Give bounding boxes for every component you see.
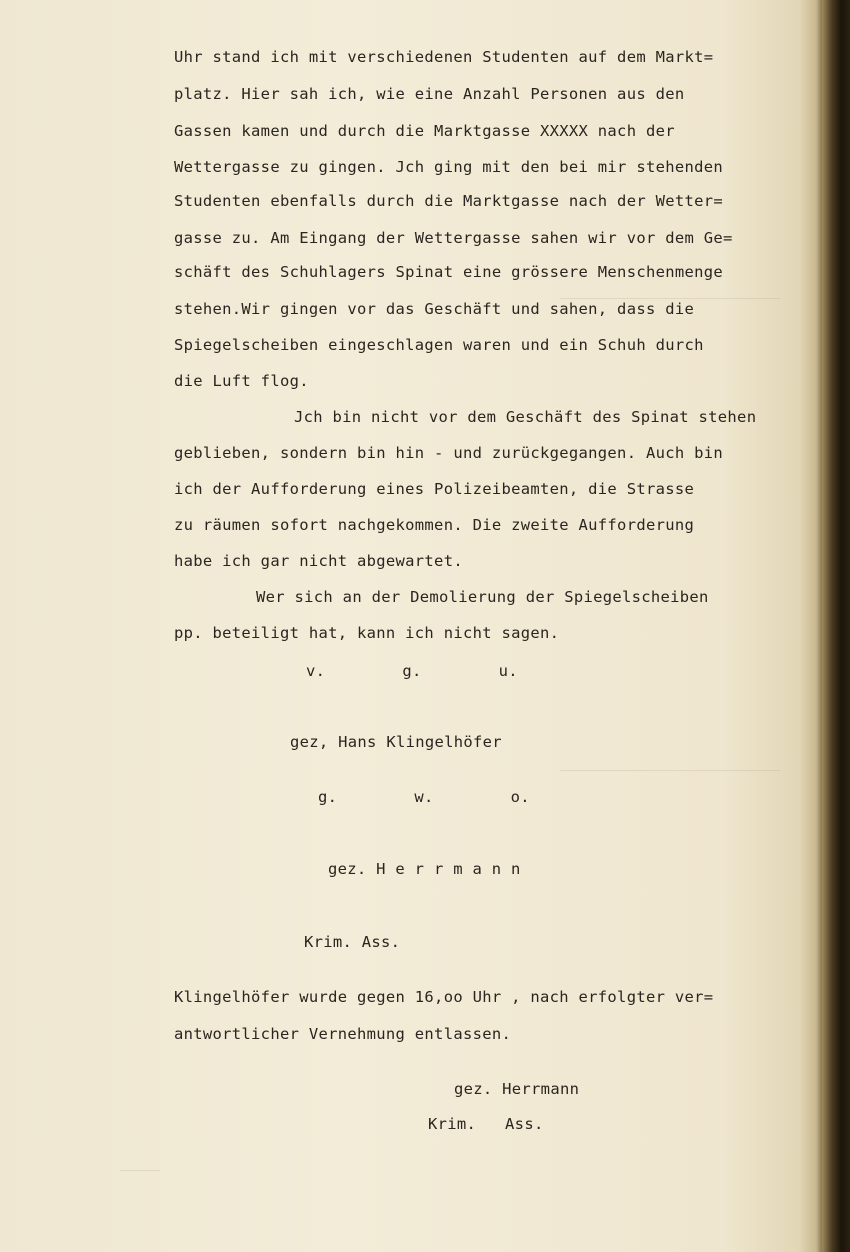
text-line: schäft des Schuhlagers Spinat eine grössere Menschenmenge — [174, 263, 724, 281]
book-binding-edge — [822, 0, 850, 1252]
gwo-mark: g. w. o. — [318, 788, 530, 806]
release-text-line: Klingelhöfer wurde gegen 16,oo Uhr , nach erfolgter ver= — [174, 988, 714, 1006]
text-line: Gassen kamen und durch die Marktgasse XXXXX nach der — [174, 122, 675, 140]
text-line: Studenten ebenfalls durch die Marktgasse nach der Wetter= — [174, 192, 724, 210]
rank-label: Krim. Ass. — [304, 933, 401, 951]
text-line: platz. Hier sah ich, wie eine Anzahl Personen aus den — [174, 85, 685, 103]
text-line: gasse zu. Am Eingang der Wettergasse sahen wir vor dem Ge= — [174, 229, 733, 247]
show-through-line — [560, 298, 780, 299]
signature-klingelhoefer: gez, Hans Klingelhöfer — [290, 733, 502, 751]
text-line: geblieben, sondern bin hin - und zurückgegangen. Auch bin — [174, 444, 724, 462]
text-line: Spiegelscheiben eingeschlagen waren und ein Schuh durch — [174, 336, 704, 354]
signature-herrmann-final: gez. Herrmann — [454, 1080, 580, 1098]
text-line: Jch bin nicht vor dem Geschäft des Spinat stehen — [294, 408, 757, 426]
text-line: zu räumen sofort nachgekommen. Die zweite Aufforderung — [174, 516, 695, 534]
signature-herrmann: gez. H e r r m a n n — [328, 860, 521, 878]
vgu-mark: v. g. u. — [306, 662, 518, 680]
release-text-line: antwortlicher Vernehmung entlassen. — [174, 1025, 512, 1043]
text-line: pp. beteiligt hat, kann ich nicht sagen. — [174, 624, 560, 642]
text-line: habe ich gar nicht abgewartet. — [174, 552, 463, 570]
text-line: ich der Aufforderung eines Polizeibeamten, die Strasse — [174, 480, 695, 498]
rank-label-final: Krim. Ass. — [428, 1115, 544, 1133]
show-through-line — [120, 1170, 160, 1171]
show-through-line — [560, 770, 780, 771]
text-line: Uhr stand ich mit verschiedenen Studenten auf dem Markt= — [174, 48, 714, 66]
text-line: stehen.Wir gingen vor das Geschäft und sahen, dass die — [174, 300, 695, 318]
text-line: Wettergasse zu gingen. Jch ging mit den bei mir stehenden — [174, 158, 724, 176]
text-line: Wer sich an der Demolierung der Spiegelscheiben — [256, 588, 709, 606]
text-line: die Luft flog. — [174, 372, 309, 390]
